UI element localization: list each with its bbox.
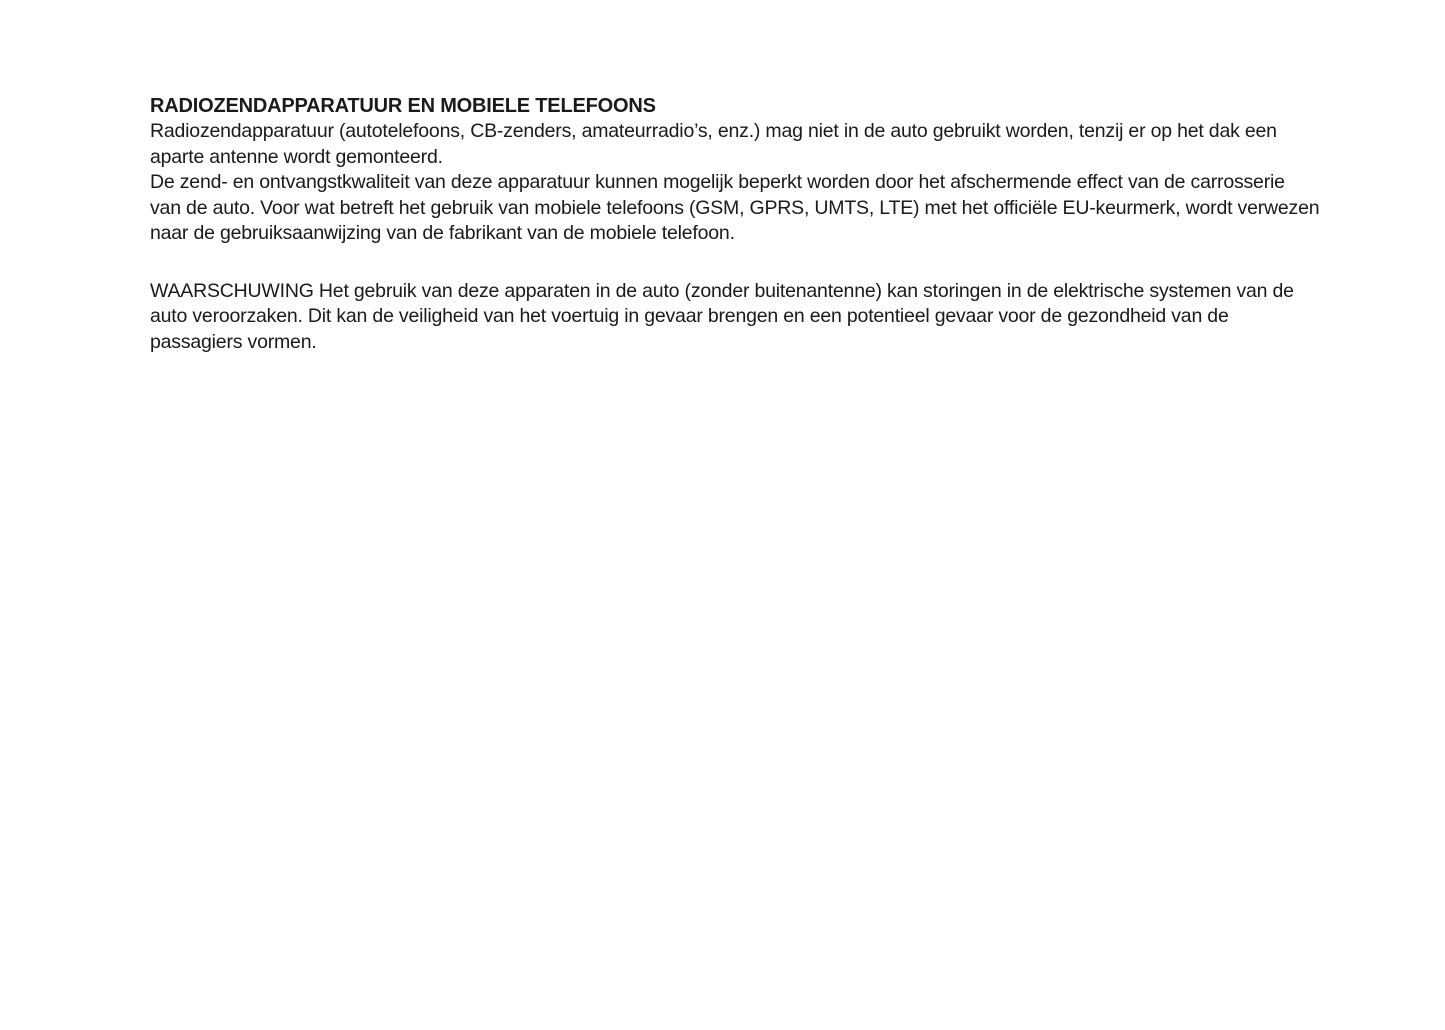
warning-label: WAARSCHUWING xyxy=(150,279,314,302)
document-page xyxy=(150,93,1320,355)
section-title: RADIOZENDAPPARATUUR EN MOBIELE TELEFOONS xyxy=(150,95,656,117)
paragraph-mobile-phones: De zend- en ontvangstkwaliteit van deze apparatuur kunnen mogelijk beperkt worden door het afschermende effect van de carrosserie van de auto. Voor wat betreft het gebruik van mobiele telefoons (GSM, GPRS, UMTS, LTE) met het officiële EU-keurmerk, wordt verwezen naar de gebruiksaanwijzing van de fabrikant van de mobiele telefoon. xyxy=(150,171,1320,244)
paragraph-antenna: Radiozendapparatuur (autotelefoons, CB-zenders, amateurradio’s, enz.) mag niet in de auto gebruikt worden, tenzij er op het dak een aparte antenne wordt gemonteerd. xyxy=(150,120,1277,168)
warning-paragraph xyxy=(150,279,1320,356)
warning-text: Het gebruik van deze apparaten in de auto (zonder buitenantenne) kan storingen in de elektrische systemen van de auto veroorzaken. Dit kan de veiligheid van het voertuig in gevaar brengen en een potentieel gevaar voor de gezondheid van de passagiers vormen. xyxy=(150,279,1294,353)
